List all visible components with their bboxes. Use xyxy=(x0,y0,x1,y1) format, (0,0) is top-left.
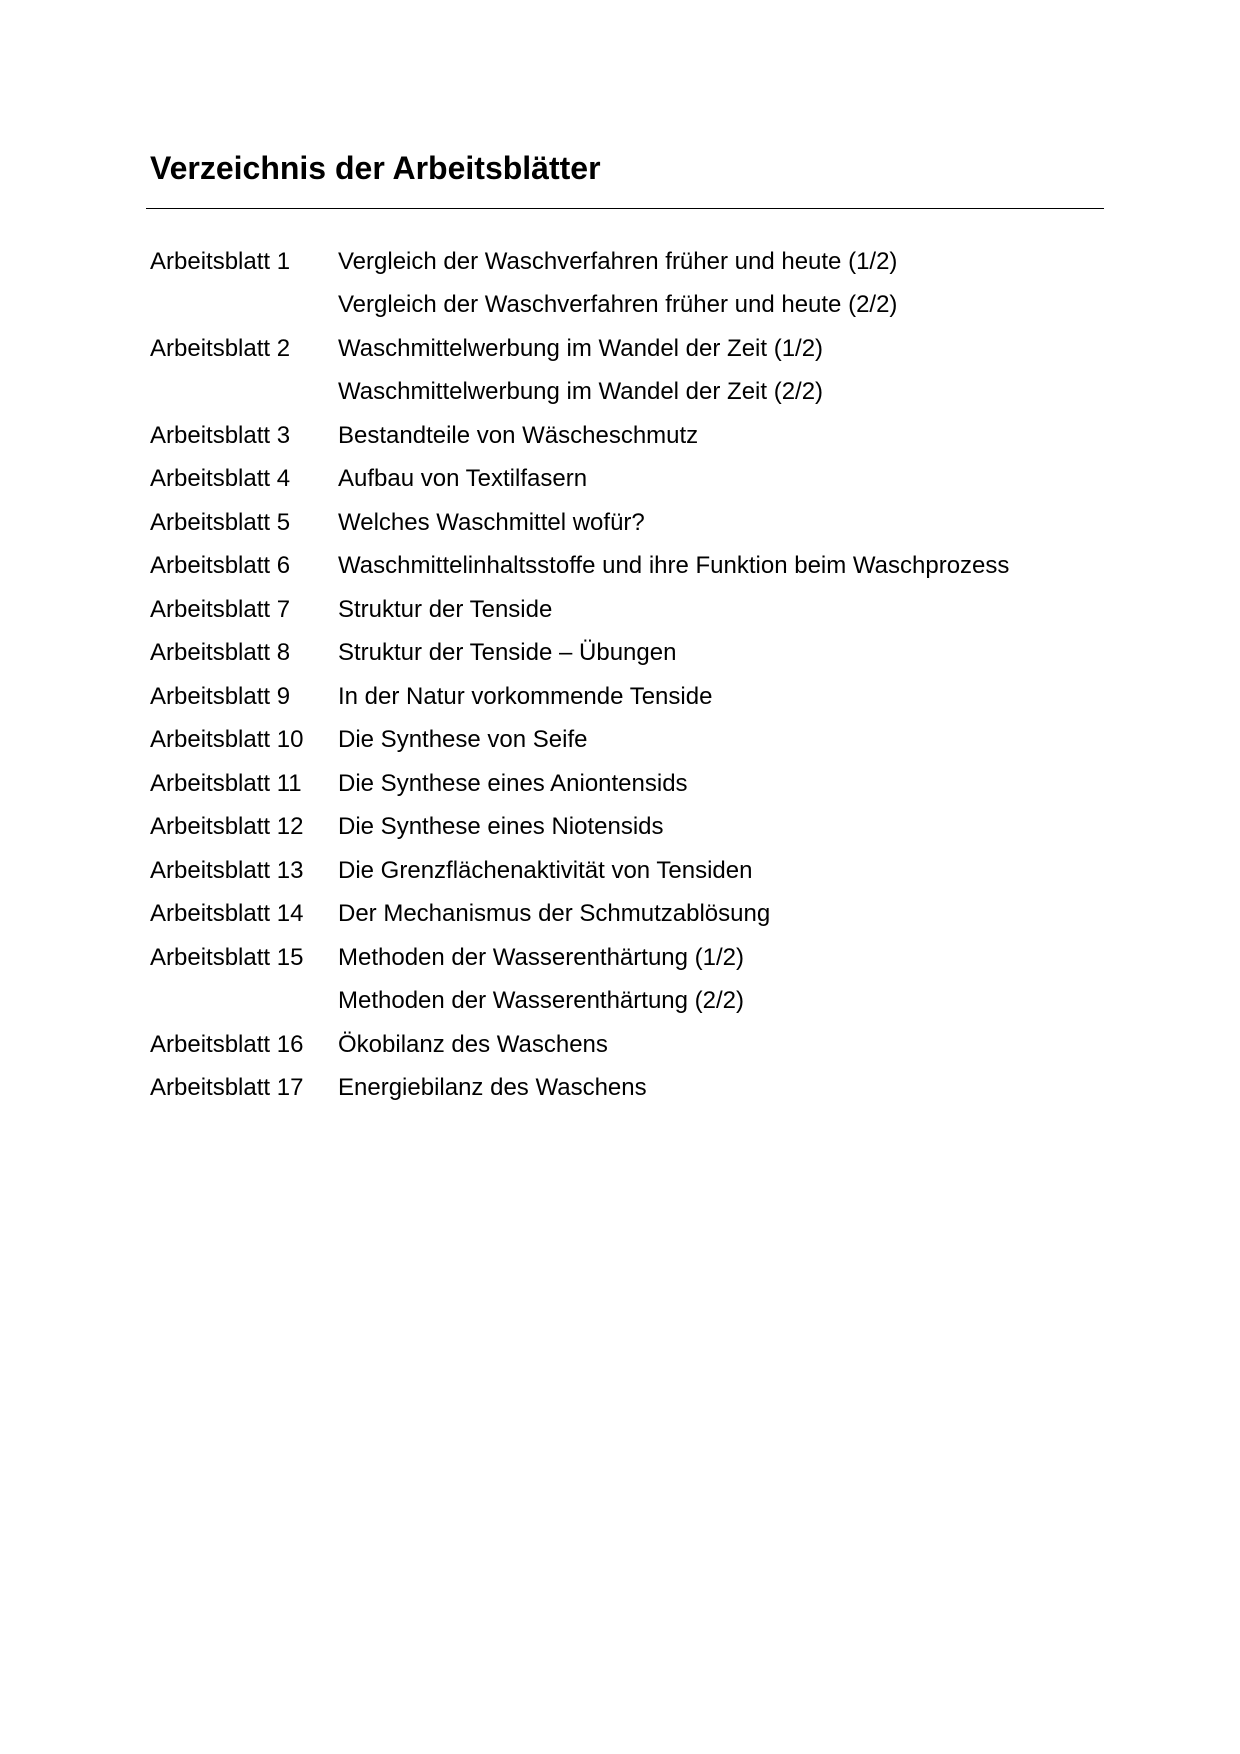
toc-row xyxy=(150,414,1110,458)
worksheet-number: Arbeitsblatt 6 xyxy=(150,552,291,580)
worksheet-title: Bestandteile von Wäscheschmutz xyxy=(338,421,699,449)
worksheet-number: Arbeitsblatt 12 xyxy=(150,813,304,841)
worksheet-number: Arbeitsblatt 14 xyxy=(150,900,304,928)
worksheet-number: Arbeitsblatt 9 xyxy=(150,682,291,710)
worksheet-title: Waschmittelwerbung im Wandel der Zeit (1/2) xyxy=(338,334,824,362)
toc-row xyxy=(150,762,1110,806)
toc-row xyxy=(150,632,1110,676)
worksheet-title: Waschmittelinhaltsstoffe und ihre Funktion beim Waschprozess xyxy=(338,552,1010,580)
worksheet-title: Die Grenzflächenaktivität von Tensiden xyxy=(338,856,753,884)
worksheet-number: Arbeitsblatt 3 xyxy=(150,421,291,449)
toc-row xyxy=(150,458,1110,502)
worksheet-title: Der Mechanismus der Schmutzablösung xyxy=(338,900,771,928)
worksheet-number: Arbeitsblatt 5 xyxy=(150,508,291,536)
worksheet-number: Arbeitsblatt 4 xyxy=(150,465,291,493)
worksheet-number: Arbeitsblatt 13 xyxy=(150,856,304,884)
worksheet-number: Arbeitsblatt 17 xyxy=(150,1074,304,1102)
worksheet-title: Vergleich der Waschverfahren früher und heute (2/2) xyxy=(338,291,898,319)
worksheet-title: Methoden der Wasserenthärtung (2/2) xyxy=(338,987,744,1015)
worksheet-number: Arbeitsblatt 15 xyxy=(150,943,304,971)
worksheet-number: Arbeitsblatt 2 xyxy=(150,334,291,362)
worksheet-title: Welches Waschmittel wofür? xyxy=(338,508,645,536)
title-divider xyxy=(146,208,1104,209)
toc-row xyxy=(150,501,1110,545)
worksheet-index xyxy=(150,240,1110,1110)
worksheet-number: Arbeitsblatt 16 xyxy=(150,1030,304,1058)
worksheet-number: Arbeitsblatt 8 xyxy=(150,639,291,667)
worksheet-title: Struktur der Tenside – Übungen xyxy=(338,639,677,667)
worksheet-number: Arbeitsblatt 11 xyxy=(150,769,302,797)
toc-row xyxy=(150,719,1110,763)
worksheet-title: Die Synthese eines Aniontensids xyxy=(338,769,688,797)
toc-row xyxy=(150,240,1110,284)
worksheet-title: Vergleich der Waschverfahren früher und heute (1/2) xyxy=(338,247,898,275)
toc-row xyxy=(150,371,1110,415)
toc-row xyxy=(150,1023,1110,1067)
worksheet-title: Methoden der Wasserenthärtung (1/2) xyxy=(338,943,744,971)
worksheet-number: Arbeitsblatt 10 xyxy=(150,726,304,754)
toc-row xyxy=(150,588,1110,632)
worksheet-number: Arbeitsblatt 7 xyxy=(150,595,291,623)
worksheet-title: In der Natur vorkommende Tenside xyxy=(338,682,713,710)
toc-row xyxy=(150,284,1110,328)
worksheet-title: Ökobilanz des Waschens xyxy=(338,1030,608,1058)
toc-row xyxy=(150,893,1110,937)
worksheet-title: Die Synthese eines Niotensids xyxy=(338,813,664,841)
toc-row xyxy=(150,675,1110,719)
toc-row xyxy=(150,980,1110,1024)
toc-row xyxy=(150,545,1110,589)
worksheet-title: Waschmittelwerbung im Wandel der Zeit (2/2) xyxy=(338,378,824,406)
toc-row xyxy=(150,849,1110,893)
toc-row xyxy=(150,327,1110,371)
worksheet-number: Arbeitsblatt 1 xyxy=(150,247,291,275)
worksheet-title: Energiebilanz des Waschens xyxy=(338,1074,647,1102)
worksheet-title: Die Synthese von Seife xyxy=(338,726,588,754)
toc-row xyxy=(150,936,1110,980)
page-title: Verzeichnis der Arbeitsblätter xyxy=(150,150,601,186)
toc-row xyxy=(150,1067,1110,1111)
toc-row xyxy=(150,806,1110,850)
worksheet-title: Aufbau von Textilfasern xyxy=(338,465,588,493)
worksheet-title: Struktur der Tenside xyxy=(338,595,553,623)
